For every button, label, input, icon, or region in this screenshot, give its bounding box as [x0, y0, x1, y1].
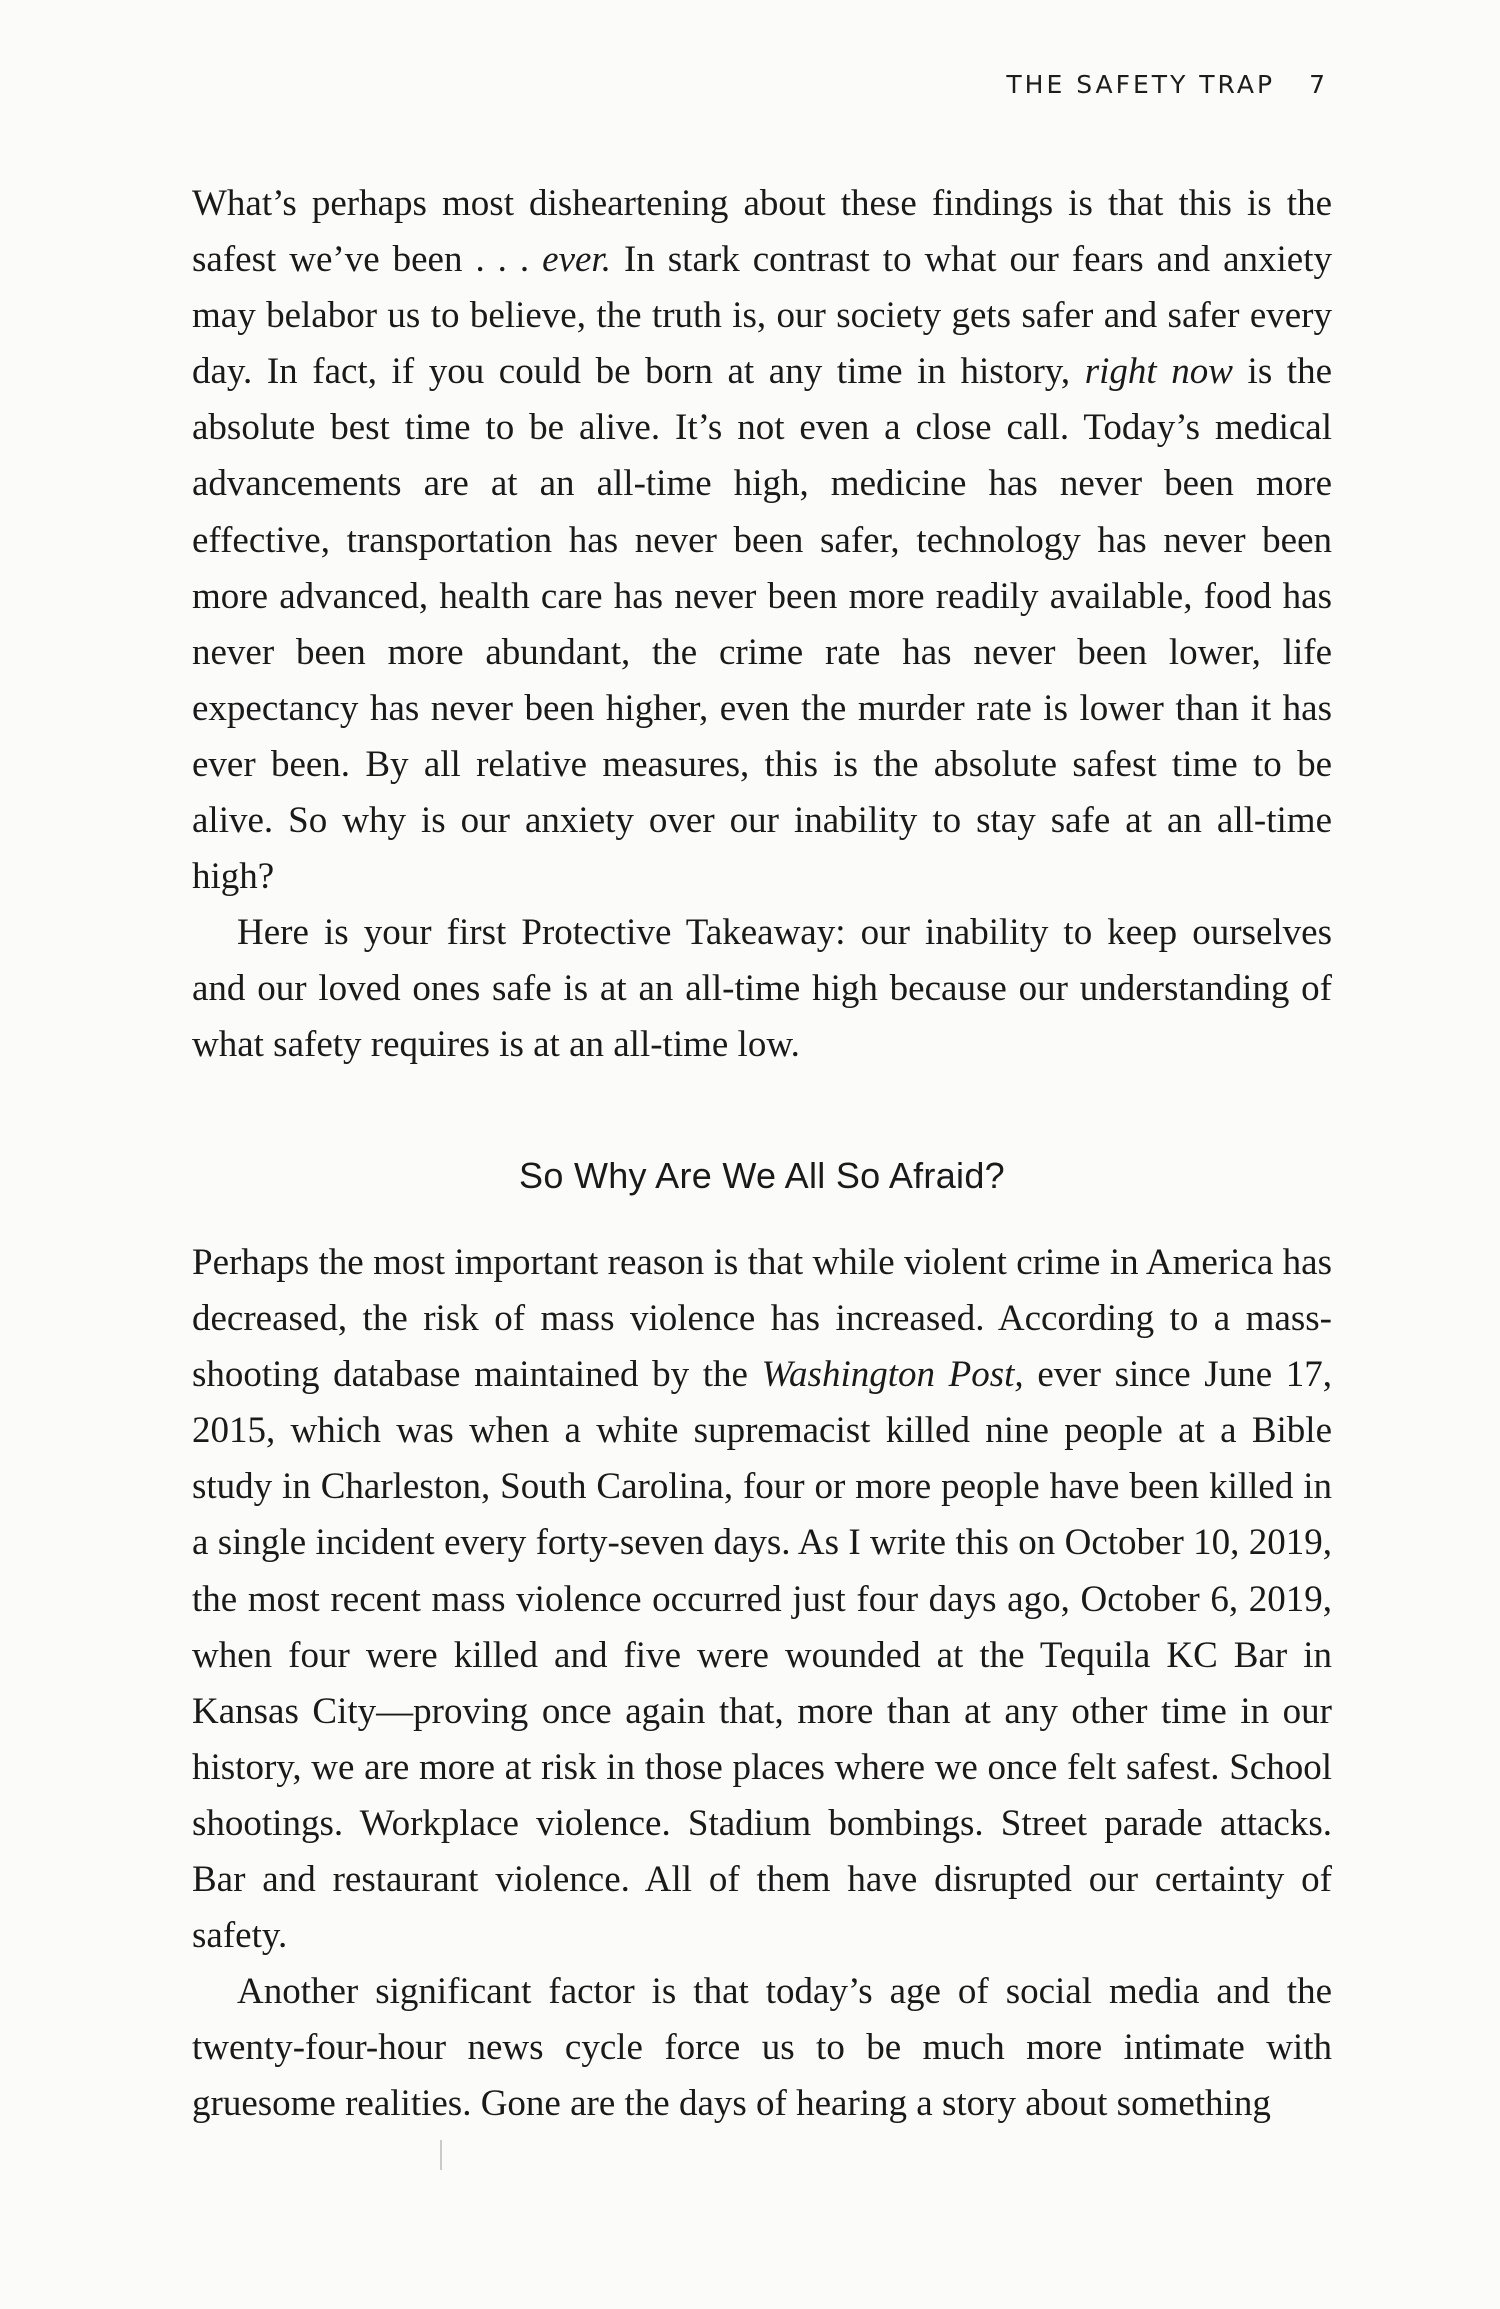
paragraph — [192, 1235, 1332, 1964]
body-text-top — [192, 176, 1332, 1074]
text-run: ever since June 17, 2015, which was when a white supremacist killed nine people at a Bible study in Charleston, South Carolina, four or more people have been killed in a single incident every forty-seven days. As I write this on October 10, 2019, the most recent mass violence occurred just four days ago, October 6, 2019, when four were killed and five were wounded at the Tequila KC Bar in Kansas City—proving once again that, more than at any other time in our history, we are more at risk in those places where we once felt safest. School shootings. Workplace violence. Stadium bombings. Street parade attacks. Bar and restaurant violence. All of them have disrupted our certainty of safety. — [192, 1354, 1333, 1957]
text-run: Here is your first Protective Takeaway: our inability to keep ourselves and our loved ones safe is at an all-time high because our understanding of what safety requires is at an all-time low. — [192, 912, 1332, 1066]
italic-run: ever. — [542, 239, 611, 281]
text-run: Another significant factor is that today’s age of social media and the twenty-four-hour news cycle force us to be much more intimate with gruesome realities. Gone are the days of hearing a story about something — [192, 1971, 1332, 2125]
italic-run: Washington Post, — [761, 1354, 1024, 1396]
page-number: 7 — [1309, 70, 1325, 99]
paragraph — [192, 1964, 1332, 2132]
paragraph — [192, 905, 1332, 1073]
text-run: is the absolute best time to be alive. It’s not even a close call. Today’s medical advancements are at an all-time high, medicine has never been more effective, transportation has never been safer, technology has never been more advanced, health care has never been more readily available, food has never been more abundant, the crime rate has never been lower, life expectancy has never been higher, even the murder rate is lower than it has ever been. By all relative measures, this is the absolute safest time to be alive. So why is our anxiety over our inability to stay safe at an all-time high? — [192, 351, 1332, 898]
body-text-bottom — [192, 1235, 1332, 2133]
text-run: Perhaps the most important reason is that while violent crime in America has decreased, the risk of mass violence has increased. According to a mass-shooting database maintained by the — [192, 1242, 1332, 1396]
text-run: What’s perhaps most disheartening about these findings is that this is the safest we’ve been . . . — [192, 183, 1332, 281]
running-head-title: THE SAFETY TRAP — [1006, 70, 1276, 99]
text-run: In stark contrast to what our fears and anxiety may belabor us to believe, the truth is, our society gets safer and safer every day. In fact, if you could be born at any time in history, — [192, 239, 1332, 393]
scan-artifact — [440, 2140, 442, 2170]
paragraph — [192, 176, 1332, 905]
running-head — [1006, 70, 1325, 99]
section-heading: So Why Are We All So Afraid? — [519, 1155, 1005, 1196]
italic-run: right now — [1084, 351, 1233, 393]
